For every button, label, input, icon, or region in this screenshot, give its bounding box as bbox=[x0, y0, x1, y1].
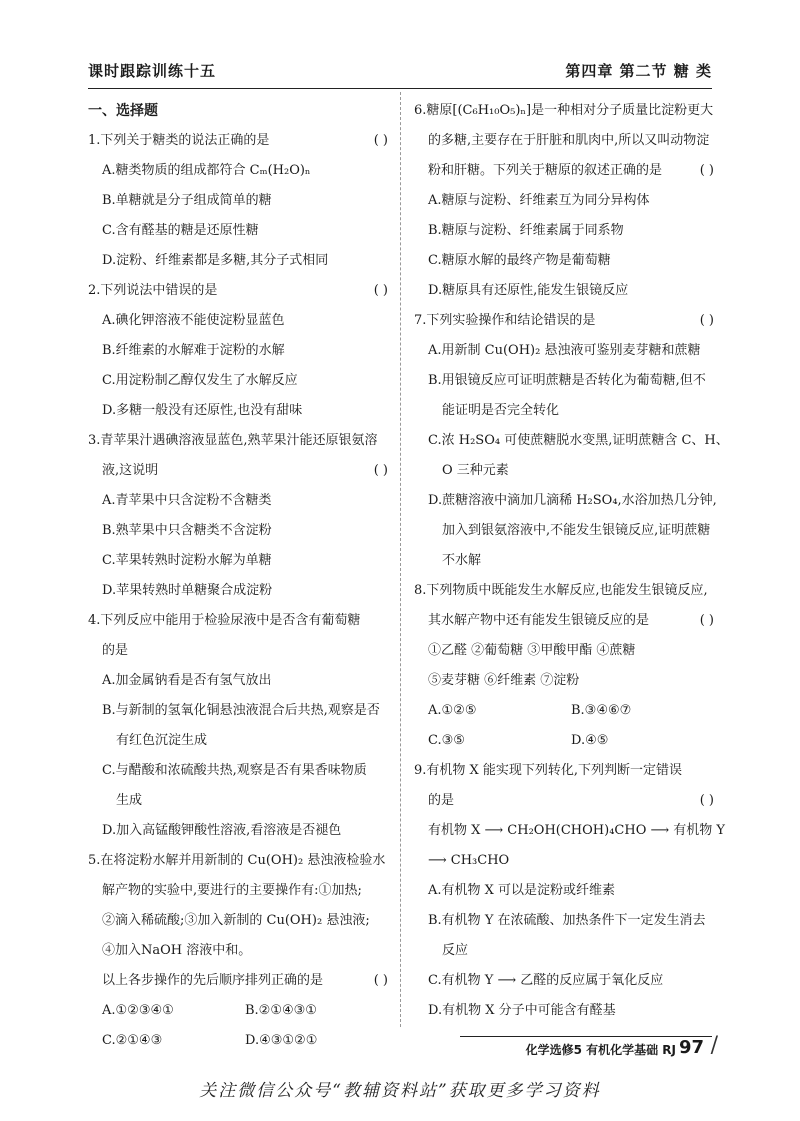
option-a: A.加金属钠看是否有氢气放出 bbox=[102, 673, 272, 688]
left-column bbox=[88, 96, 388, 1056]
option-a: A.用新制 Cu(OH)₂ 悬浊液可鉴别麦芽糖和蔗糖 bbox=[428, 343, 701, 358]
option-d: D.加入高锰酸钾酸性溶液,看溶液是否褪色 bbox=[102, 823, 342, 838]
option-d: D.糖原具有还原性,能发生银镜反应 bbox=[428, 283, 629, 298]
answer-parentheses: ( ) bbox=[699, 613, 714, 628]
question-stem-cont: 的多糖,主要存在于肝脏和肌肉中,所以又叫动物淀 bbox=[428, 133, 710, 148]
option-b-cont: 有红色沉淀生成 bbox=[116, 733, 208, 748]
question-1 bbox=[88, 126, 388, 276]
question-stem: 1.下列关于糖类的说法正确的是 bbox=[88, 133, 270, 148]
answer-parentheses: ( ) bbox=[373, 283, 388, 298]
substance-list: ①乙醛 ②葡萄糖 ③甲酸甲酯 ④蔗糖 bbox=[428, 643, 636, 658]
question-stem-cont: 液,这说明 bbox=[102, 463, 159, 478]
question-stem: 5.在将淀粉水解并用新制的 Cu(OH)₂ 悬浊液检验水 bbox=[88, 853, 386, 868]
option-d: D.有机物 X 分子中可能含有醛基 bbox=[428, 1003, 616, 1018]
question-stem-cont: 其水解产物中还有能发生银镜反应的是 bbox=[428, 613, 650, 628]
question-stem: 7.下列实验操作和结论错误的是 bbox=[414, 313, 596, 328]
footer-slash-decoration: / bbox=[710, 1033, 718, 1058]
course-name: 化学选修5 有机化学基础 RJ bbox=[525, 1043, 676, 1057]
question-6 bbox=[414, 96, 714, 306]
lesson-title: 课时跟踪训练十五 bbox=[88, 62, 217, 80]
option-b: B.③④⑥⑦ bbox=[571, 703, 632, 718]
question-5 bbox=[88, 846, 388, 1056]
option-c: C.有机物 Y ⟶ 乙醛的反应属于氧化反应 bbox=[428, 973, 664, 988]
option-b: B.糖原与淀粉、纤维素属于同系物 bbox=[428, 223, 624, 238]
question-stem: 4.下列反应中能用于检验尿液中是否含有葡萄糖 bbox=[88, 613, 361, 628]
answer-parentheses: ( ) bbox=[699, 163, 714, 178]
option-c: C.②①④③ bbox=[102, 1033, 163, 1048]
reaction-equation: 有机物 X ⟶ CH₂OH(CHOH)₄CHO ⟶ 有机物 Y bbox=[428, 823, 725, 838]
answer-parentheses: ( ) bbox=[373, 973, 388, 988]
option-d-cont: 加入到银氨溶液中,不能发生银镜反应,证明蔗糖 bbox=[442, 523, 711, 538]
question-7 bbox=[414, 306, 729, 576]
reaction-equation-cont: ⟶ CH₃CHO bbox=[428, 853, 510, 868]
option-c: C.糖原水解的最终产物是葡萄糖 bbox=[428, 253, 611, 268]
option-b-cont: 反应 bbox=[442, 943, 469, 958]
watermark-text: 关注微信公众号“教辅资料站”获取更多学习资料 bbox=[199, 1081, 601, 1101]
section-title: 一、选择题 bbox=[88, 103, 158, 119]
option-d: D.淀粉、纤维素都是多糖,其分子式相同 bbox=[102, 253, 329, 268]
option-a: A.糖原与淀粉、纤维素互为同分异构体 bbox=[428, 193, 650, 208]
option-b: B.与新制的氢氧化铜悬浊液混合后共热,观察是否 bbox=[102, 703, 380, 718]
question-stem-cont: 的是 bbox=[428, 793, 455, 808]
option-c: C.用淀粉制乙醇仅发生了水解反应 bbox=[102, 373, 298, 388]
option-b: B.单糖就是分子组成简单的糖 bbox=[102, 193, 272, 208]
page-footer bbox=[460, 1033, 718, 1061]
question-2 bbox=[88, 276, 388, 426]
question-stem: 2.下列说法中错误的是 bbox=[88, 283, 218, 298]
option-b-cont: 能证明是否完全转化 bbox=[442, 403, 560, 418]
option-b: B.②①④③① bbox=[245, 1003, 317, 1018]
chapter-title: 第四章 第二节 糖 类 bbox=[565, 62, 712, 80]
answer-parentheses: ( ) bbox=[699, 313, 714, 328]
option-c: C.含有醛基的糖是还原性糖 bbox=[102, 223, 259, 238]
option-d-cont: 不水解 bbox=[442, 553, 482, 568]
substance-list: ⑤麦芽糖 ⑥纤维素 ⑦淀粉 bbox=[428, 673, 580, 688]
question-9 bbox=[414, 756, 725, 1026]
header-rule bbox=[88, 88, 712, 89]
option-b: B.用银镜反应可证明蔗糖是否转化为葡萄糖,但不 bbox=[428, 373, 706, 388]
question-stem-cont: ④加入NaOH 溶液中和。 bbox=[102, 943, 252, 958]
question-stem-cont: ②滴入稀硫酸;③加入新制的 Cu(OH)₂ 悬浊液; bbox=[102, 913, 370, 928]
answer-parentheses: ( ) bbox=[373, 463, 388, 478]
option-a: A.有机物 X 可以是淀粉或纤维素 bbox=[428, 883, 616, 898]
question-3 bbox=[88, 426, 388, 606]
option-a: A.糖类物质的组成都符合 Cₘ(H₂O)ₙ bbox=[102, 163, 311, 178]
option-a: A.碘化钾溶液不能使淀粉显蓝色 bbox=[102, 313, 285, 328]
question-stem: 6.糖原[(C₆H₁₀O₅)ₙ]是一种相对分子质量比淀粉更大 bbox=[414, 103, 714, 118]
question-8 bbox=[414, 576, 714, 756]
option-b: B.有机物 Y 在浓硫酸、加热条件下一定发生消去 bbox=[428, 913, 706, 928]
question-4 bbox=[88, 606, 388, 846]
option-c-cont: 生成 bbox=[116, 793, 143, 808]
option-d: D.④⑤ bbox=[571, 733, 609, 748]
question-stem-cont: 的是 bbox=[102, 643, 129, 658]
column-divider bbox=[400, 92, 401, 1027]
option-a: A.①②⑤ bbox=[428, 703, 477, 718]
question-stem: 3.青苹果汁遇碘溶液显蓝色,熟苹果汁能还原银氨溶 bbox=[88, 433, 378, 448]
option-d: D.多糖一般没有还原性,也没有甜味 bbox=[102, 403, 303, 418]
page-header bbox=[88, 60, 712, 86]
right-column bbox=[414, 96, 729, 1026]
option-a: A.①②③④① bbox=[102, 1003, 174, 1018]
option-c-cont: O 三种元素 bbox=[442, 463, 509, 478]
option-d: D.苹果转熟时单糖聚合成淀粉 bbox=[102, 583, 273, 598]
question-stem-cont: 以上各步操作的先后顺序排列正确的是 bbox=[102, 973, 324, 988]
question-stem: 8.下列物质中既能发生水解反应,也能发生银镜反应, bbox=[414, 583, 708, 598]
option-b: B.纤维素的水解难于淀粉的水解 bbox=[102, 343, 285, 358]
option-a: A.青苹果中只含淀粉不含糖类 bbox=[102, 493, 272, 508]
option-c: C.浓 H₂SO₄ 可使蔗糖脱水变黑,证明蔗糖含 C、H、 bbox=[428, 433, 729, 448]
option-d: D.蔗糖溶液中滴加几滴稀 H₂SO₄,水浴加热几分钟, bbox=[428, 493, 717, 508]
answer-parentheses: ( ) bbox=[699, 793, 714, 808]
question-stem-cont: 解产物的实验中,要进行的主要操作有:①加热; bbox=[102, 883, 362, 898]
question-stem-cont: 粉和肝糖。下列关于糖原的叙述正确的是 bbox=[428, 163, 663, 178]
question-stem: 9.有机物 X 能实现下列转化,下列判断一定错误 bbox=[414, 763, 683, 778]
page-number: 97 bbox=[678, 1037, 704, 1058]
option-c: C.苹果转熟时淀粉水解为单糖 bbox=[102, 553, 272, 568]
option-d: D.④③①②① bbox=[245, 1033, 318, 1048]
option-c: C.③⑤ bbox=[428, 733, 465, 748]
option-c: C.与醋酸和浓硫酸共热,观察是否有果香味物质 bbox=[102, 763, 367, 778]
answer-parentheses: ( ) bbox=[373, 133, 388, 148]
option-b: B.熟苹果中只含糖类不含淀粉 bbox=[102, 523, 272, 538]
